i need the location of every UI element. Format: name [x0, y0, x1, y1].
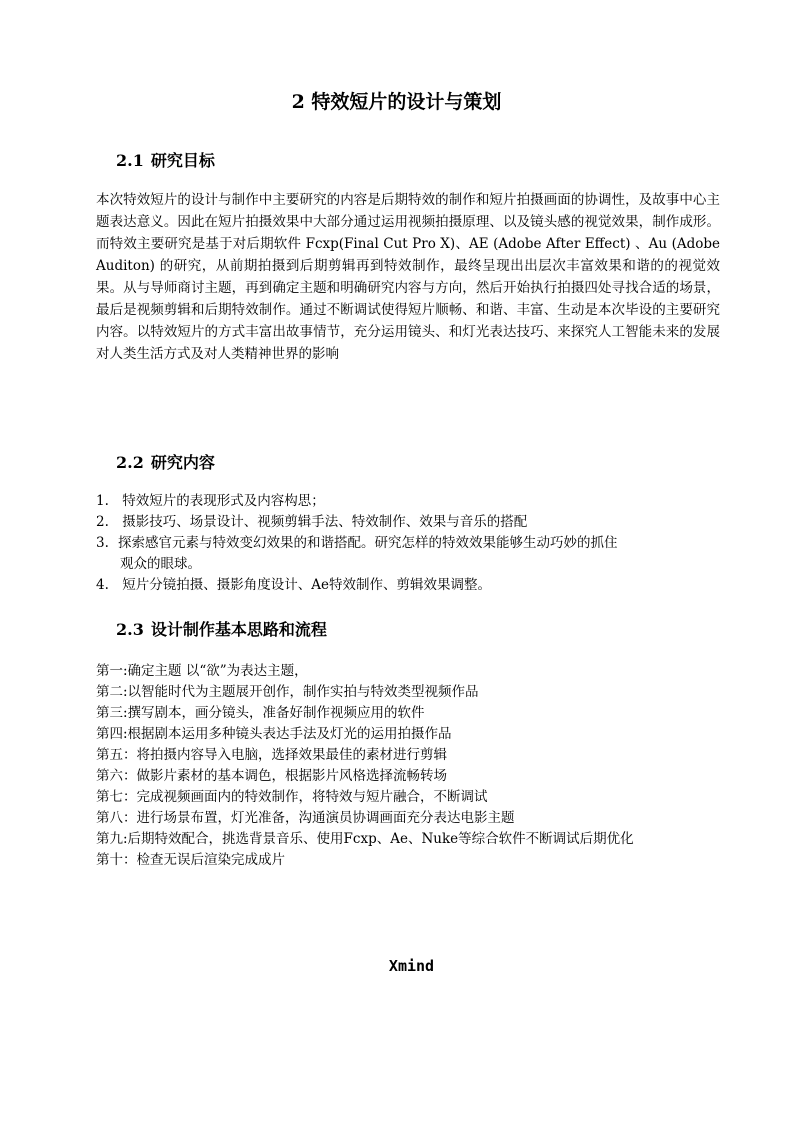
list-item-number: 2.: [96, 514, 109, 530]
section-heading-2-1: [116, 149, 215, 173]
list-item: [96, 533, 726, 575]
workflow-step: 第八：进行场景布置，灯光准备，沟通演员协调画面充分表达电影主题: [96, 810, 515, 826]
workflow-step: 第六：做影片素材的基本调色，根据影片风格选择流畅转场: [96, 768, 447, 784]
list-item-text: 摄影技巧、场景设计、视频剪辑手法、特效制作、效果与音乐的搭配: [118, 514, 528, 530]
section-title: 设计制作基本思路和流程: [150, 620, 327, 639]
section-number: 2.3: [116, 620, 144, 639]
section-number: 2.1: [116, 151, 144, 170]
workflow-step: 第二:以智能时代为主题展开创作，制作实拍与特效类型视频作品: [96, 684, 479, 700]
list-item-text: 短片分镜拍摄、摄影角度设计、Ae特效制作、剪辑效果调整。: [118, 577, 492, 593]
list-item-number: 1.: [96, 493, 109, 509]
section-title: 研究目标: [150, 151, 215, 170]
xmind-label: Xmind: [388, 957, 435, 975]
list-item-text: 探索感官元素与特效变幻效果的和谐搭配。研究怎样的特效效果能够生动巧妙的抓住: [118, 535, 618, 551]
workflow-step: 第十：检查无误后渲染完成成片: [96, 852, 285, 868]
workflow-step: 第五：将拍摄内容导入电脑，选择效果最佳的素材进行剪辑: [96, 747, 447, 763]
research-goal-paragraph: 本次特效短片的设计与制作中主要研究的内容是后期特效的制作和短片拍摄画面的协调性，及故事中心主题表达意义。因此在短片拍摄效果中大部分通过运用视频拍摄原理、以及镜头感的视觉效果，制作成形。而特效主要研究是基于对后期软件 Fcxp(Final Cut Pro X)、AE (Adobe After Effect) 、Au (Adobe Auditon) 的研究，从前期拍摄到后期剪辑再到特效制作，最终呈现出出层次丰富效果和谐的的视觉效果。从与导师商讨主题，再到确定主题和明确研究内容与方向，然后开始执行拍摄四处寻找合适的场景，最后是视频剪辑和后期特效制作。通过不断调试使得短片顺畅、和谐、丰富、生动是本次毕设的主要研究内容。以特效短片的方式丰富出故事情节，充分运用镜头、和灯光表达技巧、来探究人工智能未来的发展对人类生活方式及对人类精神世界的影响: [96, 192, 720, 362]
list-item: [96, 512, 726, 533]
section-number: 2.2: [116, 453, 144, 472]
chapter-title: 2 特效短片的设计与策划: [291, 91, 502, 113]
workflow-steps-list: [96, 661, 736, 871]
workflow-step: 第四:根据剧本运用多种镜头表达手法及灯光的运用拍摄作品: [96, 726, 452, 742]
list-item: [96, 491, 726, 512]
list-item-continuation: 观众的眼球。: [120, 556, 201, 572]
section-title: 研究内容: [150, 453, 215, 472]
list-item-number: 3.: [96, 535, 109, 551]
research-content-list: [96, 491, 726, 596]
list-item: [96, 575, 726, 596]
workflow-step: 第九:后期特效配合，挑选背景音乐、使用Fcxp、Ae、Nuke等综合软件不断调试后期优化: [96, 831, 634, 847]
workflow-step: 第一:确定主题 以“欲”为表达主题，: [96, 663, 308, 679]
section-heading-2-2: [116, 451, 215, 475]
workflow-step: 第七：完成视频画面内的特效制作，将特效与短片融合，不断调试: [96, 789, 488, 805]
list-item-text: 特效短片的表现形式及内容构思；: [118, 493, 325, 509]
section-heading-2-3: [116, 618, 327, 642]
list-item-number: 4.: [96, 577, 109, 593]
workflow-step: 第三:撰写剧本，画分镜头，准备好制作视频应用的软件: [96, 705, 425, 721]
